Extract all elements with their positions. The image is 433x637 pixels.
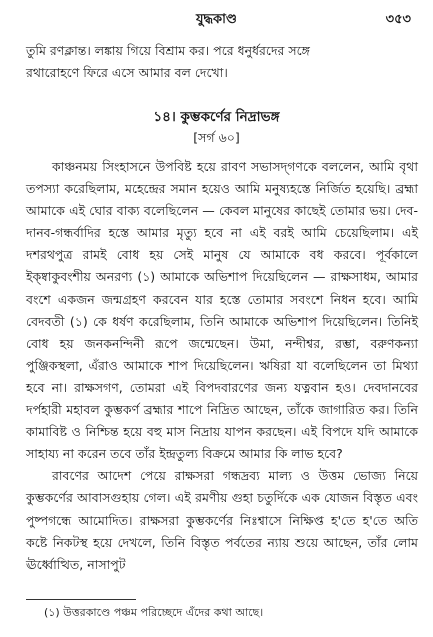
footnote-divider xyxy=(26,599,136,600)
paragraph: রাবণের আদেশ পেয়ে রাক্ষসরা গন্ধদ্রব্য মাল্য ও উত্তম ভোজ্য নিয়ে কুম্ভকর্ণের আবাসগুহায় গেল। এই রমণীয় গুহা চতুর্দিকে এক যোজন বিস্তৃত এবং পুষ্পগন্ধে আমোদিত। রাক্ষসরা কুম্ভকর্ণের নিঃশ্বাসে নিক্ষিপ্ত হ'তে হ'তে অতি কষ্টে নিকটস্থ হয়ে দেখলে, তিনি বিস্তৃত পর্বতের ন্যায় শুয়ে আছেন, তাঁর লোম ঊর্ধ্বোত্থিত, নাসাপুট xyxy=(26,468,418,572)
paragraph: কাঞ্চনময় সিংহাসনে উপবিষ্ট হয়ে রাবণ সভাসদ্‌গণকে বললেন, আমি বৃথা তপস্যা করেছিলাম, মহেন্দ্রের সমান হয়েও আমি মনুষ্যহস্তে নির্জিত হয়েছি। ব্রহ্মা আমাকে এই ঘোর বাক্য বলেছিলেন — কেবল মানুষের কাছেই তোমার ভয়। দেব-দানব-গন্ধর্বাদির হস্তে আমার মৃত্যু হবে না এই বরই আমি চেয়েছিলাম। এই দশরথপুত্র রামই বোধ হয় সেই মানুষ যে আমাকে বধ করবে। পূর্বকালে ইক্ষ্বাকুবংশীয় অনরণ্য (১) আমাকে অভিশাপ দিয়েছিলেন — রাক্ষসাধম, আমার বংশে একজন জন্মগ্রহণ করবেন যার হস্তে তোমার সবংশে নিধন হবে। আমি বেদবতী (১) কে ধর্ষণ করেছিলাম, তিনি আমাকে অভিশাপ দিয়েছিলেন। তিনিই বোধ হয় জনকনন্দিনী রূপে জন্মেছেন। উমা, নন্দীশ্বর, রম্ভা, বরুণকন্যা পুঞ্জিকস্থলা, এঁরাও আমাকে শাপ দিয়েছিলেন। ঋষিরা যা বলেছিলেন তা মিথ্যা হবে না। রাক্ষসগণ, তোমরা এই বিপদবারণের জন্য যত্নবান হও। দেবদানবের দর্পহারী মহাবল কুম্ভকর্ণ ব্রহ্মার শাপে নিদ্রিত আছেন, তাঁকে জাগারিত কর। তিনি কামাবিষ্ট ও নিশ্চিন্ত হয়ে বহু মাস নিদ্রায় যাপন করছেন। এই বিপদে যদি আমাকে সাহায্য না করেন তবে তাঁর ইন্দ্রতুল্য বিক্রমে আমার কি লাভ হবে? xyxy=(26,159,418,462)
chapter-title: ১৪। কুম্ভকর্ণের নিদ্রাভঙ্গ xyxy=(153,109,280,125)
page-number: ৩৫৩ xyxy=(385,12,411,27)
body-text xyxy=(26,156,418,576)
footnote: (১) উত্তরকাণ্ডে পঞ্চম পরিচ্ছেদে এঁদের কথা আছে। xyxy=(44,606,264,619)
intro-line: তুমি রণক্লান্ত। লঙ্কায় গিয়ে বিশ্রাম কর। পরে ধনুর্ধরদের সঙ্গে xyxy=(26,43,310,58)
page-header xyxy=(0,10,433,28)
intro-text xyxy=(26,40,416,84)
sarga-label: [সর্গ ৬০] xyxy=(193,130,240,145)
intro-line: রথারোহণে ফিরে এসে আমার বল দেখো। xyxy=(26,65,228,80)
running-head: যুদ্ধকাণ্ড xyxy=(196,12,237,27)
